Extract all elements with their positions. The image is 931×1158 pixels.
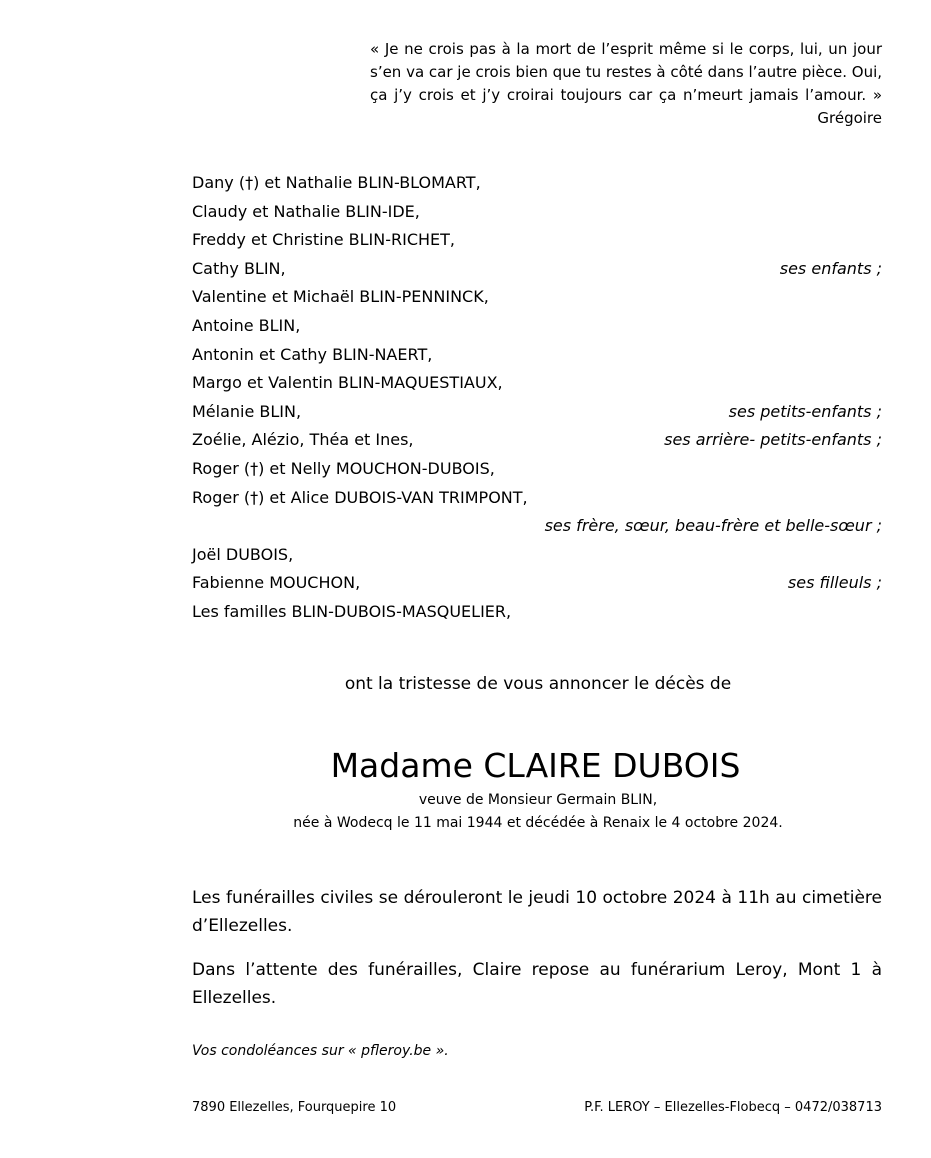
relationship-label: ses arrière- petits-enfants ;: [664, 430, 882, 450]
family-row: [192, 198, 882, 227]
family-row: [192, 341, 882, 370]
family-row: [192, 426, 882, 455]
family-row: [192, 484, 882, 513]
quote-line: ça j’y crois et j’y croirai toujours car ça n’meurt jamais l’amour. »: [370, 86, 882, 104]
family-row: [192, 369, 882, 398]
widow-of-line: veuve de Monsieur Germain BLIN,: [418, 792, 658, 808]
family-row: [192, 455, 882, 484]
deceased-name: Madame CLAIRE DUBOIS: [330, 746, 741, 785]
condolences-note: Vos condoléances sur « pfleroy.be ».: [192, 1043, 449, 1059]
quote-line: « Je ne crois pas à la mort de l’esprit même si le corps, lui, un jour: [370, 40, 882, 58]
relationship-label: ses petits-enfants ;: [728, 401, 882, 421]
family-row: [192, 226, 882, 255]
repose-info-paragraph: Dans l’attente des funérailles, Claire repose au funérarium Leroy, Mont 1 à Ellezelles.: [192, 960, 882, 1008]
family-member-name: Claudy et Nathalie BLIN-IDE,: [192, 201, 420, 221]
family-member-name: Zoélie, Alézio, Théa et Ines,: [192, 430, 414, 450]
family-row: [192, 398, 882, 427]
family-member-name: Margo et Valentin BLIN-MAQUESTIAUX,: [192, 373, 503, 393]
family-row: [192, 169, 882, 198]
family-member-name: Fabienne MOUCHON,: [192, 573, 361, 593]
relationship-label: ses frère, sœur, beau-frère et belle-sœur ;: [544, 516, 882, 536]
family-member-name: Mélanie BLIN,: [192, 401, 302, 421]
birth-death-line: née à Wodecq le 11 mai 1944 et décédée à Renaix le 4 octobre 2024.: [293, 815, 783, 831]
family-row: [192, 569, 882, 598]
quote-author: Grégoire: [817, 109, 882, 127]
epigraph-quote: [370, 38, 882, 130]
footer-company: P.F. LEROY – Ellezelles-Flobecq – 0472/038713: [584, 1100, 882, 1115]
relationship-label: ses enfants ;: [779, 258, 882, 278]
family-member-name: Antonin et Cathy BLIN-NAERT,: [192, 344, 433, 364]
family-row: [192, 255, 882, 284]
footer-address: 7890 Ellezelles, Fourquepire 10: [192, 1100, 397, 1115]
family-member-name: Roger (†) et Alice DUBOIS-VAN TRIMPONT,: [192, 487, 528, 507]
announcement-text: ont la tristesse de vous annoncer le décès de: [344, 674, 732, 694]
family-member-name: Cathy BLIN,: [192, 258, 286, 278]
family-row: [192, 512, 882, 541]
family-list: [192, 169, 882, 627]
family-member-name: Roger (†) et Nelly MOUCHON-DUBOIS,: [192, 458, 495, 478]
family-row: [192, 312, 882, 341]
family-row: [192, 598, 882, 627]
family-member-name: Antoine BLIN,: [192, 315, 301, 335]
family-member-name: Joël DUBOIS,: [192, 544, 294, 564]
family-row: [192, 541, 882, 570]
family-member-name: Les familles BLIN-DUBOIS-MASQUELIER,: [192, 601, 512, 621]
family-member-name: Valentine et Michaël BLIN-PENNINCK,: [192, 287, 489, 307]
quote-line: s’en va car je crois bien que tu restes à côté dans l’autre pièce. Oui,: [370, 63, 883, 81]
family-member-name: Dany (†) et Nathalie BLIN-BLOMART,: [192, 173, 481, 192]
relationship-label: ses filleuls ;: [787, 573, 882, 593]
family-member-name: Freddy et Christine BLIN-RICHET,: [192, 230, 455, 250]
funeral-info-paragraph: Les funérailles civiles se dérouleront le jeudi 10 octobre 2024 à 11h au cimetière d’Ellezelles.: [192, 888, 882, 936]
family-row: [192, 283, 882, 312]
